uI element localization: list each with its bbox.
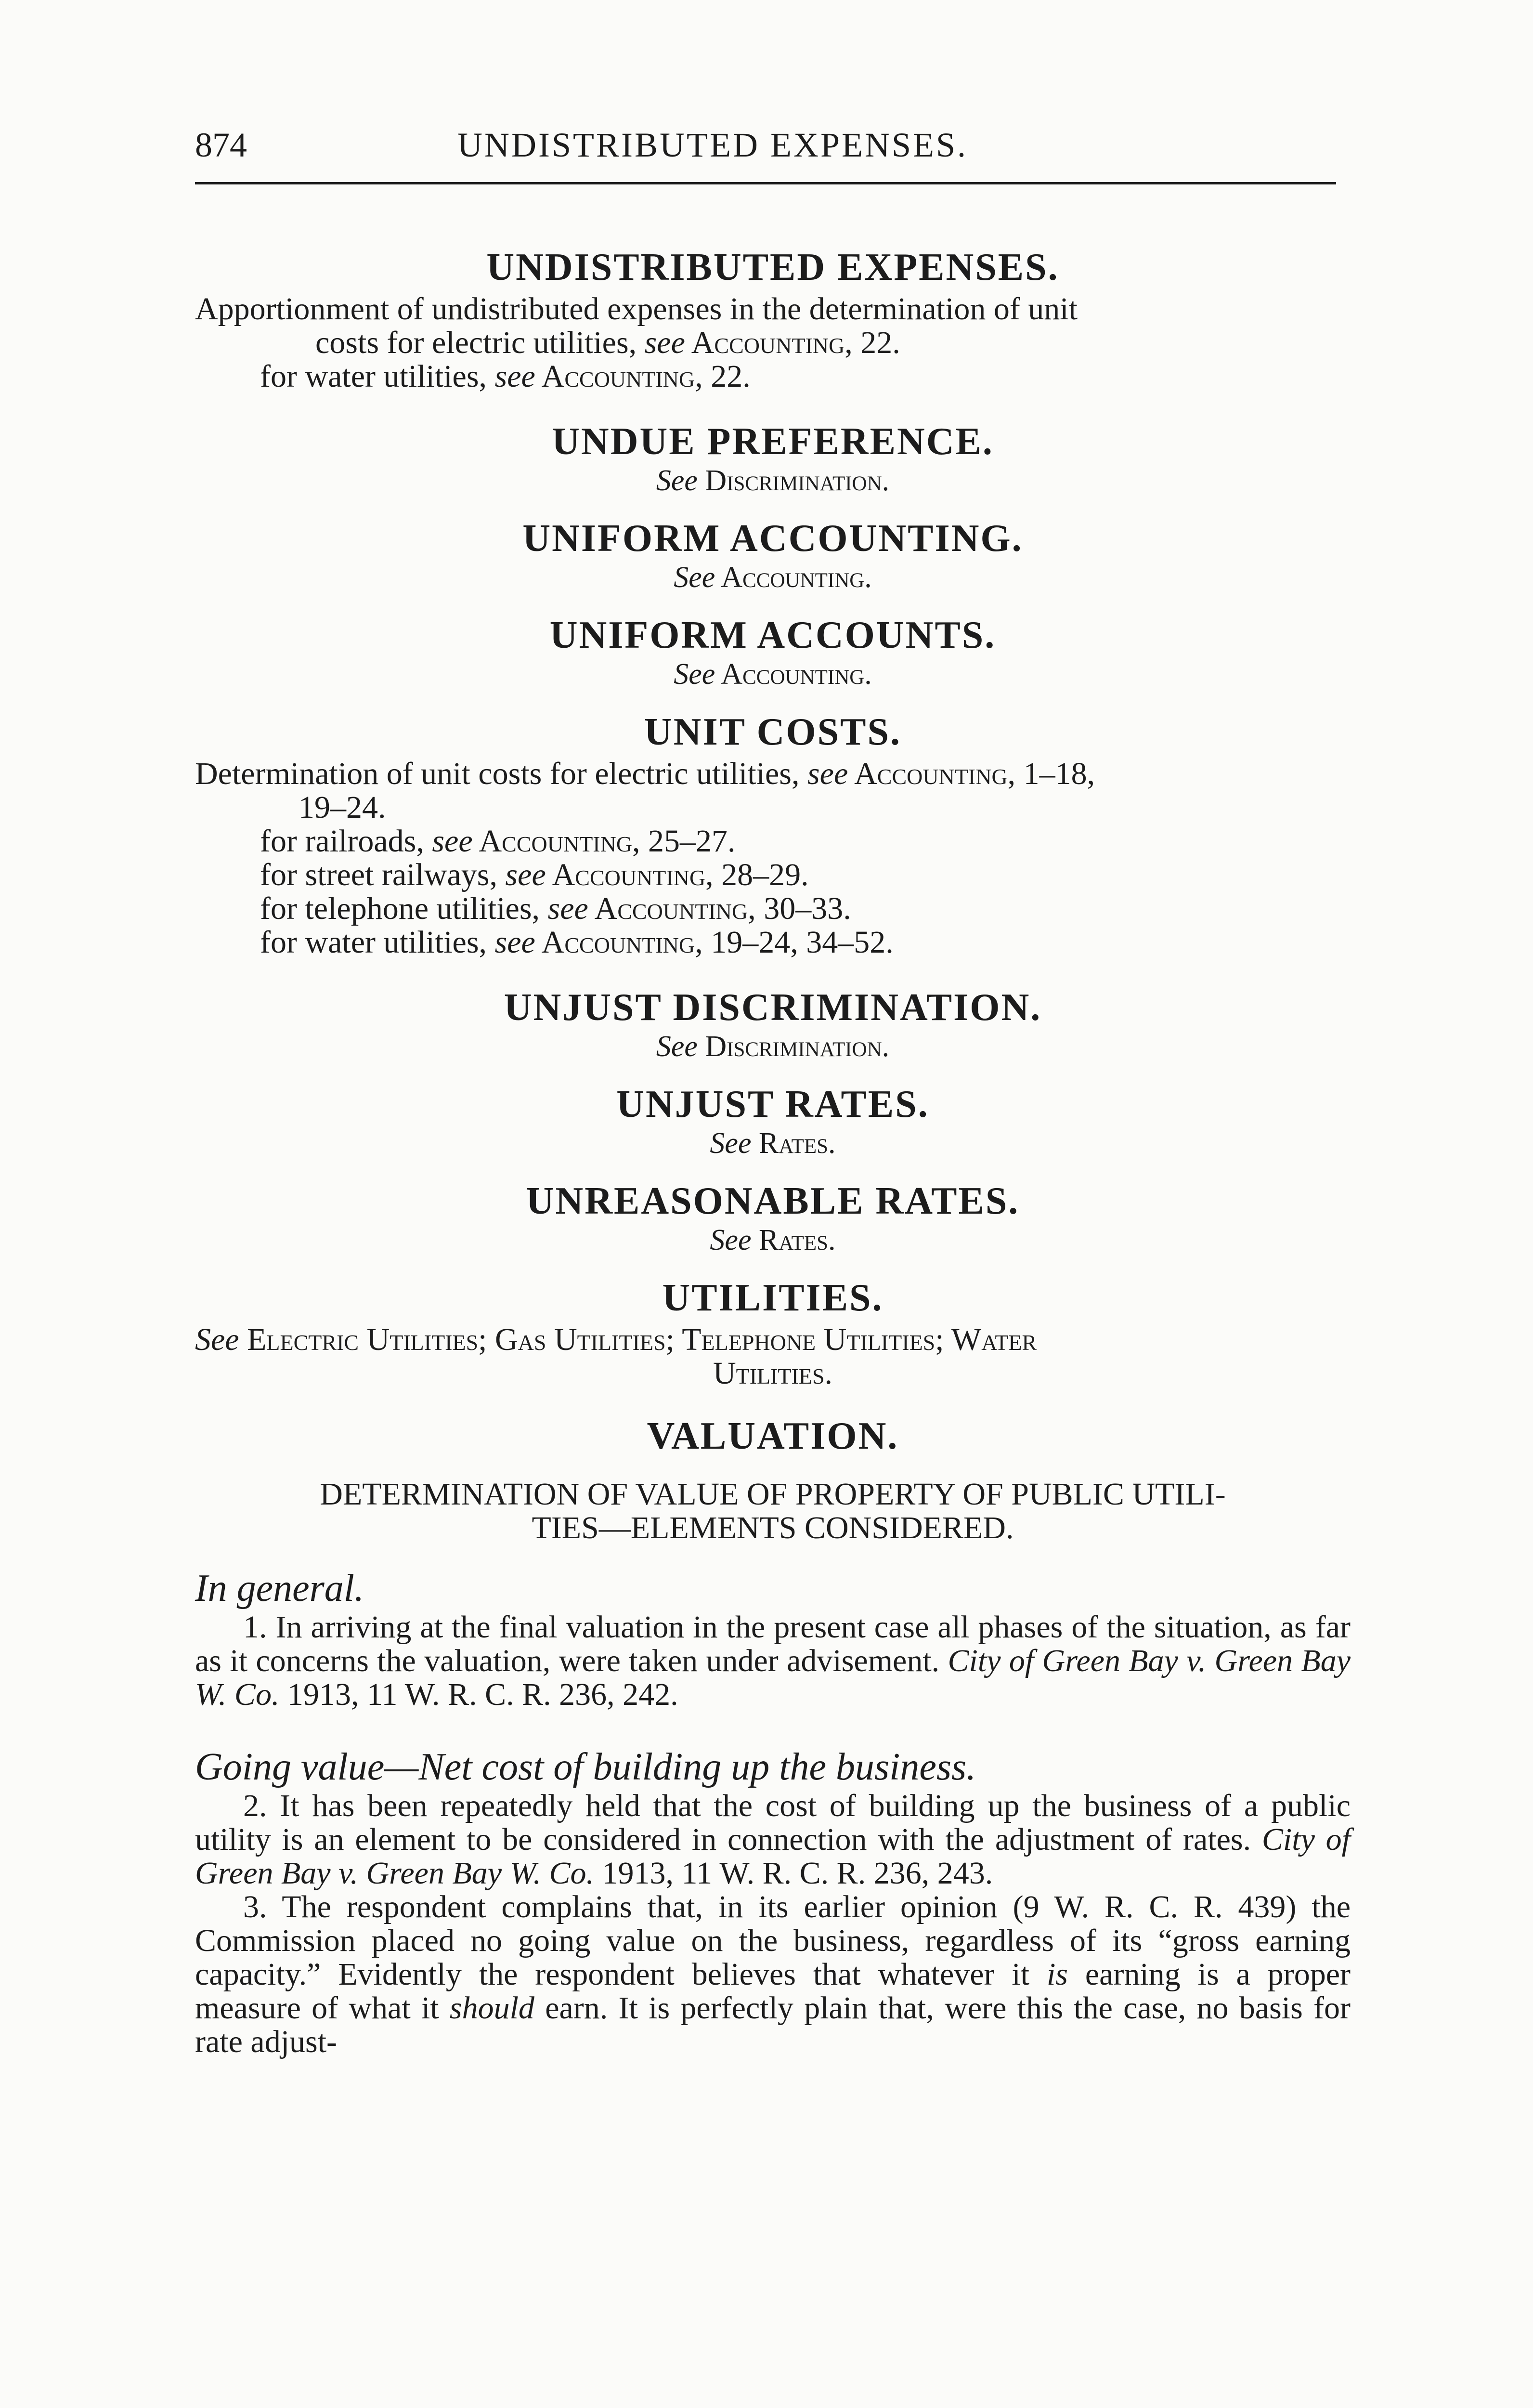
subheading: DETERMINATION OF VALUE OF PROPERTY OF PUBLIC UTILI- [320,1477,1226,1512]
section-heading: UNJUST DISCRIMINATION. [504,986,1042,1029]
page-number: 874 [195,126,247,164]
section-heading: UNJUST RATES. [616,1083,929,1125]
section-heading: UNDISTRIBUTED EXPENSES. [486,246,1059,288]
header-rule [195,182,1336,184]
topic-heading: In general. [195,1567,364,1610]
book-page [195,111,1351,2059]
topic-heading: Going value—Net cost of building up the business. [195,1746,976,1788]
entry-line: for railroads, see Accounting, 25–27. [260,824,736,859]
index-content [195,246,1351,2059]
entry-line: Apportionment of undistributed expenses in the determination of unit [195,291,1078,327]
paragraph: 1. In arriving at the final valuation in the present case all phases of the situation, as far as it concerns the valuation, were taken under advisement. City of Green Bay v. Green Bay W. Co. 1913, 11 W. R. C. R. 236, 242. [195,1610,1351,1712]
section-heading: UNIFORM ACCOUNTING. [522,517,1023,560]
see-reference: See Accounting. [674,658,872,691]
paragraph: 3. The respondent complains that, in its earlier opinion (9 W. R. C. R. 439) the Commission placed no going value on the business, regardless of its “gross earning capacity.” Evidently the respondent believes that whatever it is earning is a proper measure of what it should earn. It is perfectly plain that, were this the case, no basis for rate adjust- [195,1889,1351,2059]
see-reference: See Rates. [710,1127,836,1160]
see-reference: See Discrimination. [656,464,890,497]
entry-line: for water utilities, see Accounting, 22. [260,359,751,394]
running-head [195,111,1351,169]
see-reference: See Accounting. [674,561,872,594]
section-heading: UTILITIES. [662,1277,883,1319]
entry-line: Utilities. [713,1356,833,1391]
entry-line: costs for electric utilities, see Accounting, 22. [315,325,900,360]
section-heading: UNIFORM ACCOUNTS. [549,614,996,656]
entry-line: for telephone utilities, see Accounting, 30–33. [260,891,851,926]
paragraph: 2. It has been repeatedly held that the cost of building up the business of a public utility is an element to be considered in connection with the adjustment of rates. City of Green Bay v. Green Bay W. Co. 1913, 11 W. R. C. R. 236, 243. [195,1788,1351,1891]
section-heading: VALUATION. [647,1415,899,1457]
section-heading: UNDUE PREFERENCE. [552,420,994,463]
entry-line: for water utilities, see Accounting, 19–24, 34–52. [260,925,894,960]
entry-line: for street railways, see Accounting, 28–29. [260,857,809,892]
section-heading: UNREASONABLE RATES. [526,1180,1020,1222]
section-heading: UNIT COSTS. [644,711,901,753]
running-title: UNDISTRIBUTED EXPENSES. [457,126,968,164]
entry-line: See Electric Utilities; Gas Utilities; Telephone Utilities; Water [195,1322,1037,1357]
entry-line: 19–24. [299,790,386,825]
entry-line: Determination of unit costs for electric utilities, see Accounting, 1–18, [195,756,1095,791]
subheading: TIES—ELEMENTS CONSIDERED. [532,1510,1014,1545]
see-reference: See Discrimination. [656,1030,890,1063]
see-reference: See Rates. [710,1224,836,1256]
